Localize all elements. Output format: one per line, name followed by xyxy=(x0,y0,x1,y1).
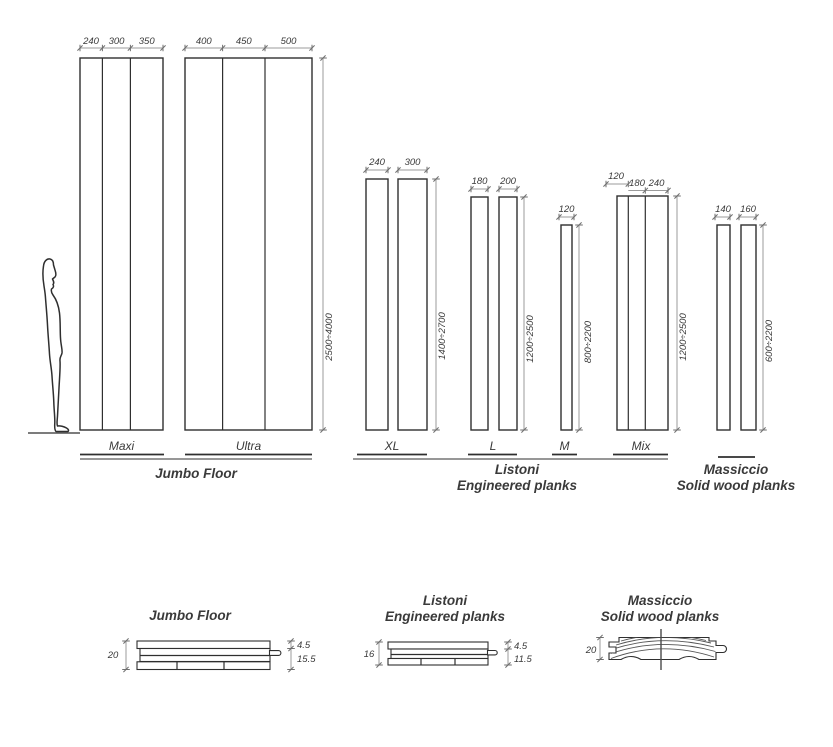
section-jumbo-title: Jumbo Floor xyxy=(149,608,231,623)
ultra-label: Ultra xyxy=(235,439,262,453)
section-listoni-top-layer: 4.5 xyxy=(514,641,528,652)
jumbo-length-range: 2500÷4000 xyxy=(324,313,335,361)
section-jumbo-top-layer: 4.5 xyxy=(297,640,311,651)
section-massiccio-total: 20 xyxy=(585,645,597,656)
jumbo-floor-title: Jumbo Floor xyxy=(155,466,237,481)
maxi-label: Maxi xyxy=(108,439,135,453)
listoni-top-layer xyxy=(388,642,488,649)
human-silhouette xyxy=(28,259,80,433)
maxi-width-dimension xyxy=(77,36,165,51)
massiccio-plank-140 xyxy=(717,225,730,430)
maxi-rect xyxy=(80,58,163,430)
section-listoni-subtitle: Engineered planks xyxy=(384,609,506,624)
massiccio-plank-160 xyxy=(741,225,756,430)
maxi-width-3: 350 xyxy=(138,36,155,47)
section-listoni-total: 16 xyxy=(363,649,375,660)
l-width-1: 180 xyxy=(471,176,488,187)
l-label: L xyxy=(489,439,497,453)
section-jumbo-total: 20 xyxy=(107,650,119,661)
ultra-width-3: 500 xyxy=(280,36,297,47)
l-length-range: 1200÷2500 xyxy=(525,315,536,363)
ultra-width-2: 450 xyxy=(235,36,252,47)
xl-length-range: 1400÷2700 xyxy=(437,312,448,360)
l-plank-200 xyxy=(499,197,517,430)
massiccio-subtitle: Solid wood planks xyxy=(676,478,796,493)
listoni-group xyxy=(353,157,689,493)
ultra-rect xyxy=(185,58,312,430)
xl-label: XL xyxy=(384,439,400,453)
mix-plank xyxy=(603,171,689,433)
ultra-width-1: 400 xyxy=(195,36,212,47)
jumbo-top-layer xyxy=(137,641,270,649)
cross-sections xyxy=(107,593,727,672)
mix-width-3: 240 xyxy=(648,178,665,189)
l-plank-180 xyxy=(471,197,488,430)
massiccio-width-1: 140 xyxy=(715,204,731,215)
m-length-range: 800÷2200 xyxy=(583,320,594,364)
section-massiccio-title: Massiccio xyxy=(627,593,693,608)
massiccio-title: Massiccio xyxy=(703,462,769,477)
listoni-subtitle: Engineered planks xyxy=(456,478,578,493)
section-listoni xyxy=(364,593,533,668)
xl-width-2: 300 xyxy=(404,157,421,168)
jumbo-bottom-layer xyxy=(137,662,270,670)
listoni-bottom-layer xyxy=(388,659,488,666)
maxi-plank xyxy=(77,36,165,430)
l-planks xyxy=(468,176,536,433)
jumbo-labels xyxy=(80,439,312,481)
massiccio-width-2: 160 xyxy=(740,204,756,215)
section-jumbo-floor xyxy=(107,608,316,672)
m-plank xyxy=(556,204,594,433)
section-massiccio xyxy=(585,593,727,670)
xl-planks xyxy=(363,157,448,433)
mix-width-1: 120 xyxy=(608,171,624,182)
mix-rect xyxy=(617,196,668,430)
section-jumbo-bottom-layer: 15.5 xyxy=(297,654,316,665)
ultra-plank xyxy=(182,36,314,430)
section-listoni-title: Listoni xyxy=(422,593,468,608)
silhouette-outline xyxy=(43,259,69,432)
m-plank-120 xyxy=(561,225,572,430)
jumbo-length-dimension xyxy=(319,55,335,432)
maxi-width-2: 300 xyxy=(108,36,125,47)
listoni-tongue xyxy=(488,651,498,655)
mix-width-2: 180 xyxy=(629,178,645,189)
xl-plank-300 xyxy=(398,179,427,430)
jumbo-tongue xyxy=(270,651,281,656)
maxi-width-1: 240 xyxy=(83,36,99,47)
l-width-2: 200 xyxy=(500,176,516,187)
listoni-labels xyxy=(353,439,668,493)
m-width-1: 120 xyxy=(558,204,575,215)
ultra-width-dimension xyxy=(182,36,314,51)
listoni-title: Listoni xyxy=(494,462,540,477)
section-massiccio-subtitle: Solid wood planks xyxy=(600,609,720,624)
jumbo-floor-group xyxy=(28,36,335,481)
massiccio-group xyxy=(677,204,796,493)
m-label: M xyxy=(559,439,570,453)
xl-plank-240 xyxy=(366,179,388,430)
massiccio-length-range: 600÷2200 xyxy=(764,319,775,363)
mix-label: Mix xyxy=(631,439,651,453)
listoni-core-layer xyxy=(391,649,488,659)
mix-length-range: 1200÷2500 xyxy=(678,313,689,361)
section-listoni-bottom-layer: 11.5 xyxy=(514,654,532,665)
xl-width-1: 240 xyxy=(369,157,385,168)
